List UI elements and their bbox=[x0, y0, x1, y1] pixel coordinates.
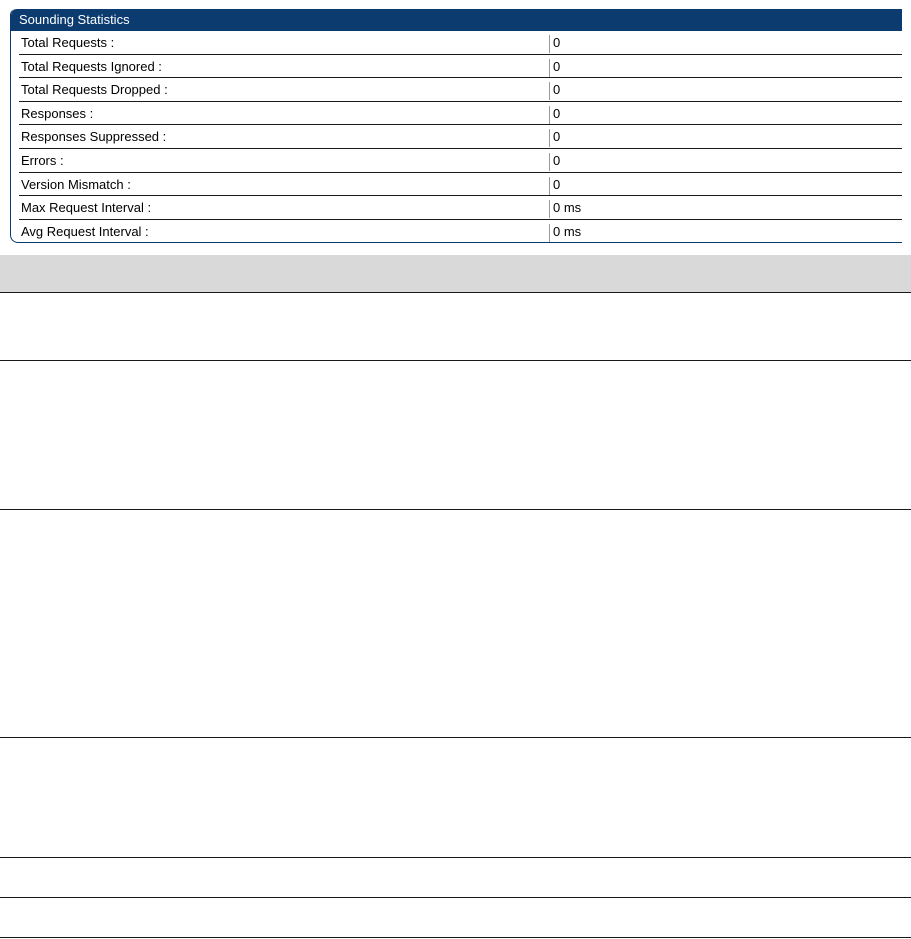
stat-label: Avg Request Interval : bbox=[21, 223, 149, 239]
stat-row-total-requests-dropped bbox=[19, 78, 902, 102]
stat-row-responses-suppressed bbox=[19, 125, 902, 149]
stat-value: 0 bbox=[549, 177, 560, 195]
stat-value: 0 bbox=[549, 59, 560, 77]
table-row bbox=[0, 361, 911, 510]
table-row bbox=[0, 898, 911, 938]
stat-row-max-request-interval bbox=[19, 196, 902, 220]
stat-label: Errors : bbox=[21, 152, 64, 168]
stat-value: 0 bbox=[549, 153, 560, 171]
table-header bbox=[0, 255, 911, 293]
stat-label: Total Requests Dropped : bbox=[21, 82, 168, 98]
stat-row-responses bbox=[19, 102, 902, 126]
table-row bbox=[0, 293, 911, 361]
table-row bbox=[0, 510, 911, 738]
statistics-list bbox=[19, 31, 902, 243]
stat-row-total-requests bbox=[19, 31, 902, 55]
stat-row-total-requests-ignored bbox=[19, 55, 902, 79]
stat-value: 0 ms bbox=[549, 224, 581, 242]
table-row bbox=[0, 738, 911, 858]
stat-label: Version Mismatch : bbox=[21, 176, 131, 192]
stat-label: Total Requests : bbox=[21, 35, 115, 50]
stat-label: Max Request Interval : bbox=[21, 200, 152, 216]
stat-label: Responses Suppressed : bbox=[21, 129, 167, 145]
table-row bbox=[0, 858, 911, 898]
stat-value: 0 bbox=[549, 129, 560, 147]
stat-value: 0 ms bbox=[549, 200, 581, 218]
stat-row-version-mismatch bbox=[19, 173, 902, 197]
stat-value: 0 bbox=[549, 82, 560, 100]
stat-value: 0 bbox=[549, 106, 560, 124]
stat-row-avg-request-interval bbox=[19, 220, 902, 243]
stat-row-errors bbox=[19, 149, 902, 173]
sounding-statistics-panel bbox=[10, 9, 902, 243]
stat-value: 0 bbox=[549, 35, 560, 53]
panel-title: Sounding Statistics bbox=[11, 9, 902, 31]
description-table bbox=[0, 255, 911, 938]
stat-label: Total Requests Ignored : bbox=[21, 58, 162, 74]
stat-label: Responses : bbox=[21, 105, 94, 121]
